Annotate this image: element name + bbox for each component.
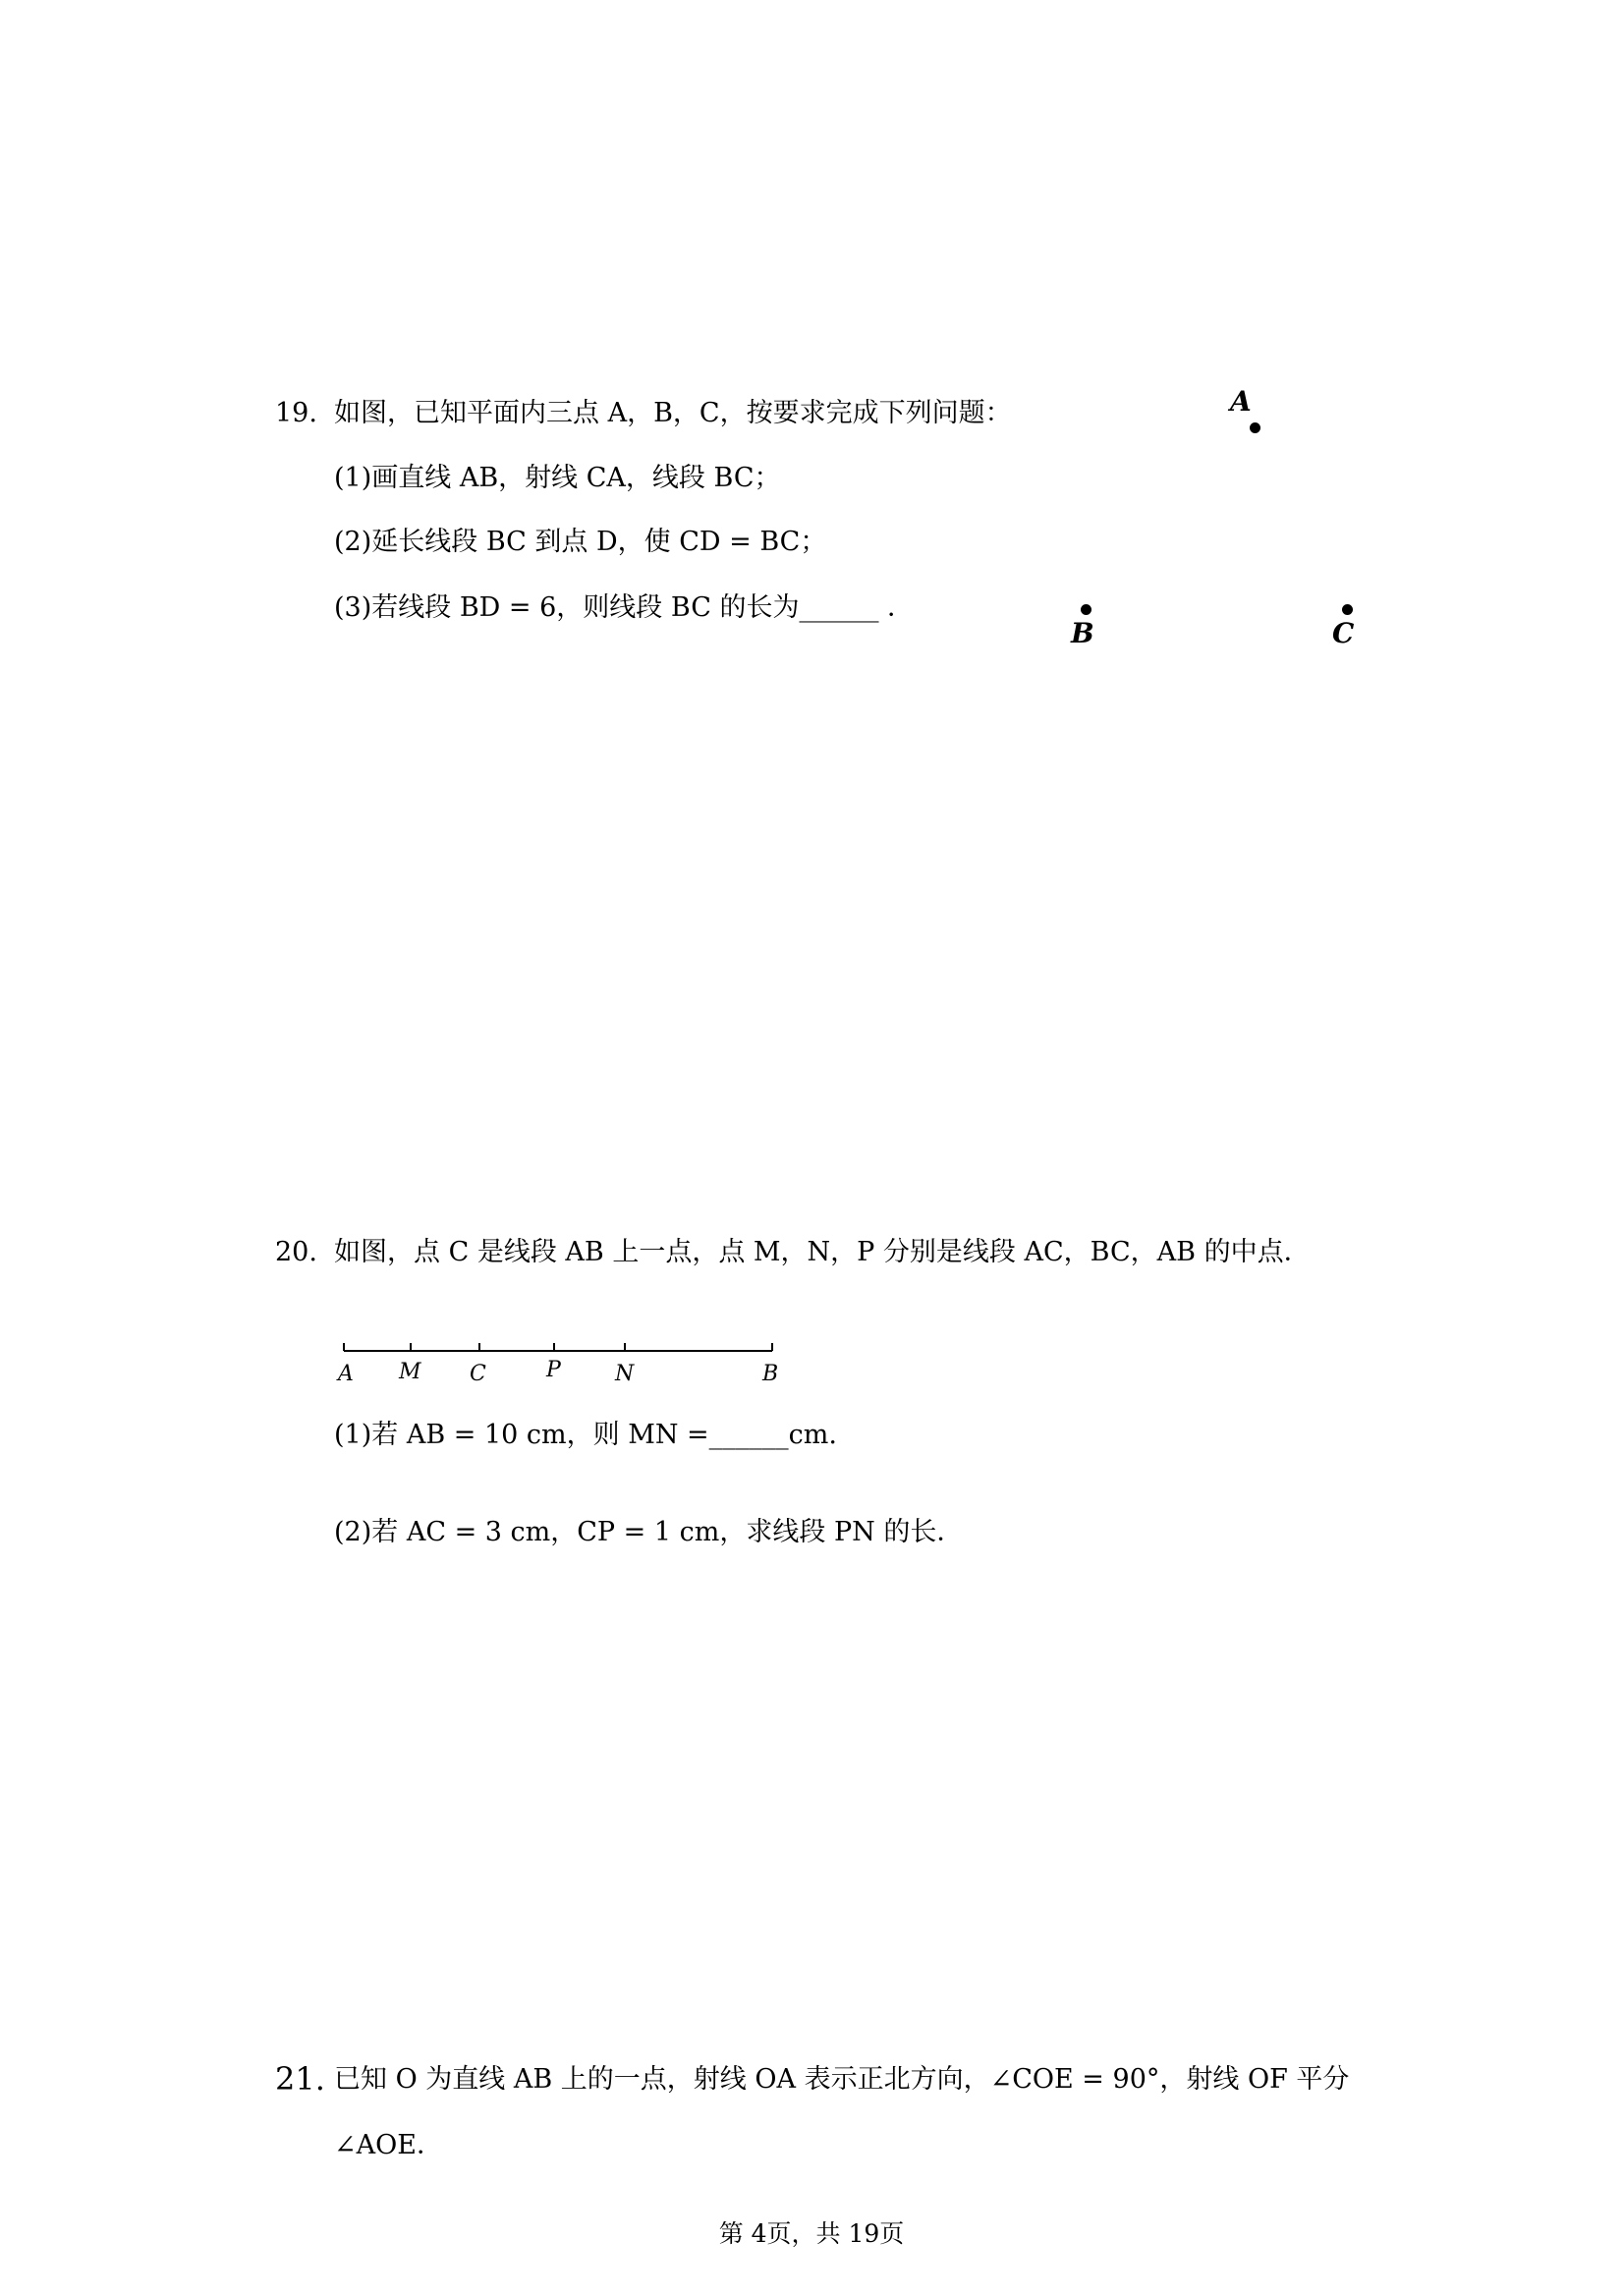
question-20-stem: 如图，点 C 是线段 AB 上一点，点 M，N，P 分别是线段 AC，BC，AB 的中点． [334, 1237, 1311, 1267]
question-19-part-3: (3)若线段 BD = 6，则线段 BC 的长为______ ． [334, 592, 915, 623]
page-footer: 第 4页，共 19页 [718, 2219, 905, 2248]
question-20-part-2: (2)若 AC = 3 cm，CP = 1 cm，求线段 PN 的长． [334, 1517, 964, 1547]
label-p: P [546, 1358, 561, 1382]
question-20-part-1: (1)若 AB = 10 cm，则 MN =______cm. [334, 1420, 837, 1450]
point-a-label: A [1230, 385, 1252, 418]
point-b-dot [1081, 604, 1091, 615]
label-b: B [762, 1362, 779, 1386]
question-21-number: 21. [275, 2060, 325, 2098]
question-20-number: 20. [275, 1237, 317, 1267]
question-19-part-1: (1)画直线 AB，射线 CA，线段 BC； [334, 463, 781, 493]
question-19-number: 19. [275, 398, 317, 428]
question-21-stem-line-2: ∠AOE． [334, 2130, 443, 2160]
question-20-figure [324, 1331, 786, 1410]
label-c: C [470, 1362, 486, 1386]
point-c-label: C [1332, 617, 1355, 649]
question-19-part-2: (2)延长线段 BC 到点 D，使 CD = BC； [334, 527, 827, 557]
point-c-dot [1342, 604, 1353, 615]
label-n: N [615, 1362, 635, 1386]
question-19-stem: 如图，已知平面内三点 A，B，C，按要求完成下列问题： [334, 398, 1012, 428]
label-a: A [338, 1362, 354, 1386]
point-a-dot [1250, 422, 1260, 433]
question-21-stem-line-1: 已知 O 为直线 AB 上的一点，射线 OA 表示正北方向，∠COE = 90°，射线 OF 平分 [334, 2064, 1350, 2095]
point-b-label: B [1071, 617, 1094, 649]
label-m: M [399, 1360, 421, 1384]
